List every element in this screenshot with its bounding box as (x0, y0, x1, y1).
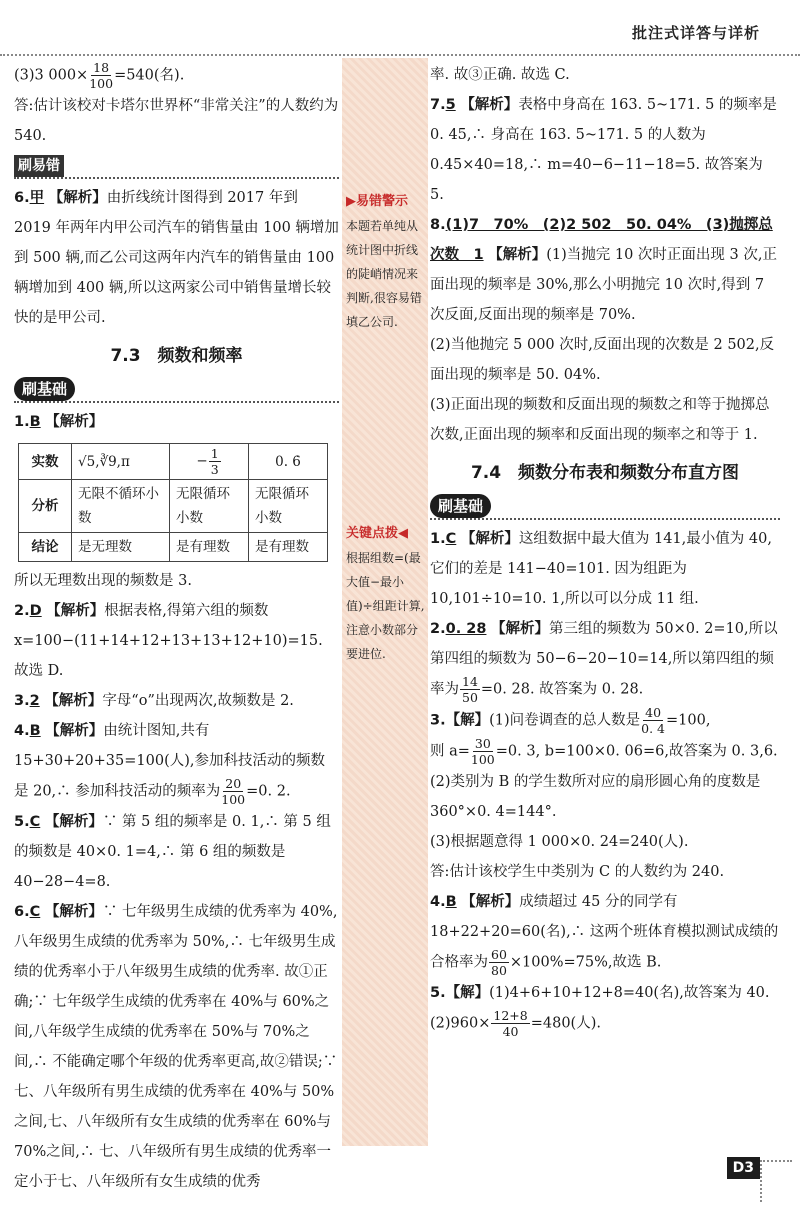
question-6b: 6.C 【解析】∵ 七年级男生成绩的优秀率为 40%,八年级男生成绩的优秀率为 50%,∴ 七年级男生成绩的优秀率小于八年级男生成绩的优秀率. 故①正确;∵ 七年级学生成绩的优秀率在 40%与 60%之间,八年级学生成绩的优秀率在 50%与 70%之间,∴ 不能确定哪个年级的优秀率更高,故②错误;∵ 七、八年级所有男生成绩的优秀率在 40%与 50%之间,七、八年级所有女生成绩的优秀率在 60%与 70%之间,∴ 七、八年级所有男生成绩的优秀率一定小于七、八年级所有女生成绩的优秀 (14, 903, 338, 1190)
easy-error-section (14, 155, 339, 179)
question-6: 6.甲 【解析】由折线统计图得到 2017 年到 2019 年两年内甲公司汽车的销售量由 100 辆增加到 500 辆,而乙公司这两年内汽车的销售量由 100 辆增加到 400 辆,所以这两家公司中销售量增长较快的是甲公司. (14, 189, 339, 326)
section-title: 7.3 频数和频率 (110, 346, 243, 366)
paragraph: (3)正面出现的频数和反面出现的频数之和等于抛掷总次数,正面出现的频率和反面出现的频率之和等于 1. (430, 397, 770, 443)
paragraph: 答:估计该校学生中类别为 C 的人数约为 240. (430, 864, 725, 880)
section-title: 7.4 频数分布表和频数分布直方图 (470, 463, 740, 483)
paragraph: 则 a= $\frac{30}{100}$ =0. 3, b=100×0. 06=6,故答案为 0. 3,6. (430, 736, 778, 767)
question-8: 8.(1)7 70% (2)2 502 50. 04% (3)抛掷总次数 1 【解析】(1)当抛完 10 次时正面出现 3 次,正面出现的频率是 30%,那么小明抛完 10 次时,得到 7 次反面,反面出现的频率是 70%. (430, 217, 777, 323)
question-2: 2.0. 28 【解析】第三组的频数为 50×0. 2=10,所以第四组的频数为 50−6−20−10=14,所以第四组的频率为 $\frac{14}{50}$ =0. 28. 故答案为 0. 28. (430, 620, 778, 705)
question-5: 5.【解】(1)4+6+10+12+8=40(名),故答案为 40. (430, 984, 770, 1001)
table-row: 分析 无限不循环小数 无限循环小数 无限循环小数 (19, 480, 328, 533)
table-row: 实数 √5,∛9,π − $\frac{1}{3}$ 0. 6̇ (19, 444, 328, 480)
basics-section (430, 494, 780, 520)
question-4: 4.B 【解析】由统计图知,共有 15+30+20+35=100(人),参加科技活动的频数是 20,∴ 参加科技活动的频率为 $\frac{20}{100}$ =0. 2. (14, 722, 325, 807)
question-1: 1.B 【解析】 (14, 413, 104, 430)
page-number: D3 (727, 1157, 760, 1179)
left-column (14, 60, 339, 1197)
key-point-heading: 关键点拨◀ (346, 526, 408, 541)
paragraph: 所以无理数出现的频数是 3. (14, 573, 192, 589)
question-7: 7.5 【解析】表格中身高在 163. 5~171. 5 的频率是 0. 45,∴ 身高在 163. 5~171. 5 的人数为 0.45×40=18,∴ m=40−6−11−18=5. 故答案为 5. (430, 96, 777, 203)
table-row: 结论 是无理数 是有理数 是有理数 (19, 533, 328, 562)
key-point-note (346, 522, 426, 666)
section-label: 刷基础 (14, 377, 75, 401)
fraction: $\frac{18}{100}$ (89, 60, 114, 91)
header-title: 批注式详答与详析 (631, 24, 760, 42)
question-3: 3.【解】(1)问卷调查的总人数是 $\frac{40}{0. 4}$ =100, (430, 705, 711, 736)
section-label: 刷基础 (430, 494, 491, 518)
easy-error-heading: ▶易错警示 (346, 194, 408, 209)
question-4: 4.B 【解析】成绩超过 45 分的同学有 18+22+20=60(名),∴ 这两个班体育模拟测试成绩的合格率为 $\frac{60}{80}$ ×100%=75%,故选 B. (430, 893, 779, 978)
paragraph: (2)类别为 B 的学生数所对应的扇形圆心角的度数是 360°×0. 4=144°. (430, 774, 761, 820)
header-rule (0, 54, 800, 56)
easy-error-text: 本题若单纯从统计图中折线的陡峭情况来判断,很容易错填乙公司. (346, 219, 422, 329)
classification-table (18, 443, 328, 562)
paragraph: (3)3 000× $\frac{18}{100}$ =540(名). (14, 60, 185, 91)
basics-section (14, 377, 339, 403)
right-column (430, 60, 780, 1039)
key-point-text: 根据组数=(最大值−最小值)÷组距计算,注意小数部分要进位. (346, 551, 425, 661)
question-3: 3.2 【解析】字母“o”出现两次,故频数是 2. (14, 692, 294, 709)
paragraph: (2)当他抛完 5 000 次时,反面出现的次数是 2 502,反面出现的频率是 50. 04%. (430, 337, 775, 383)
paragraph: (3)根据题意得 1 000×0. 24=240(人). (430, 834, 689, 850)
question-2: 2.D 【解析】根据表格,得第六组的频数 x=100−(11+14+12+13+13+12+10)=15. 故选 D. (14, 602, 323, 679)
paragraph: 率. 故③正确. 故选 C. (430, 67, 570, 83)
section-label: 刷易错 (14, 155, 64, 177)
paragraph: 答:估计该校对卡塔尔世界杯“非常关注”的人数约为 540. (14, 98, 339, 144)
page-corner-dots (760, 1160, 792, 1202)
question-1: 1.C 【解析】这组数据中最大值为 141,最小值为 40,它们的差是 141−40=101. 因为组距为 10,101÷10=10. 1,所以可以分成 11 组. (430, 530, 772, 607)
easy-error-note (346, 190, 426, 334)
question-5: 5.C 【解析】∵ 第 5 组的频率是 0. 1,∴ 第 5 组的频数是 40×0. 1=4,∴ 第 6 组的频数是 40−28−4=8. (14, 813, 331, 890)
paragraph: (2)960× $\frac{12+8}{40}$ =480(人). (430, 1008, 601, 1039)
